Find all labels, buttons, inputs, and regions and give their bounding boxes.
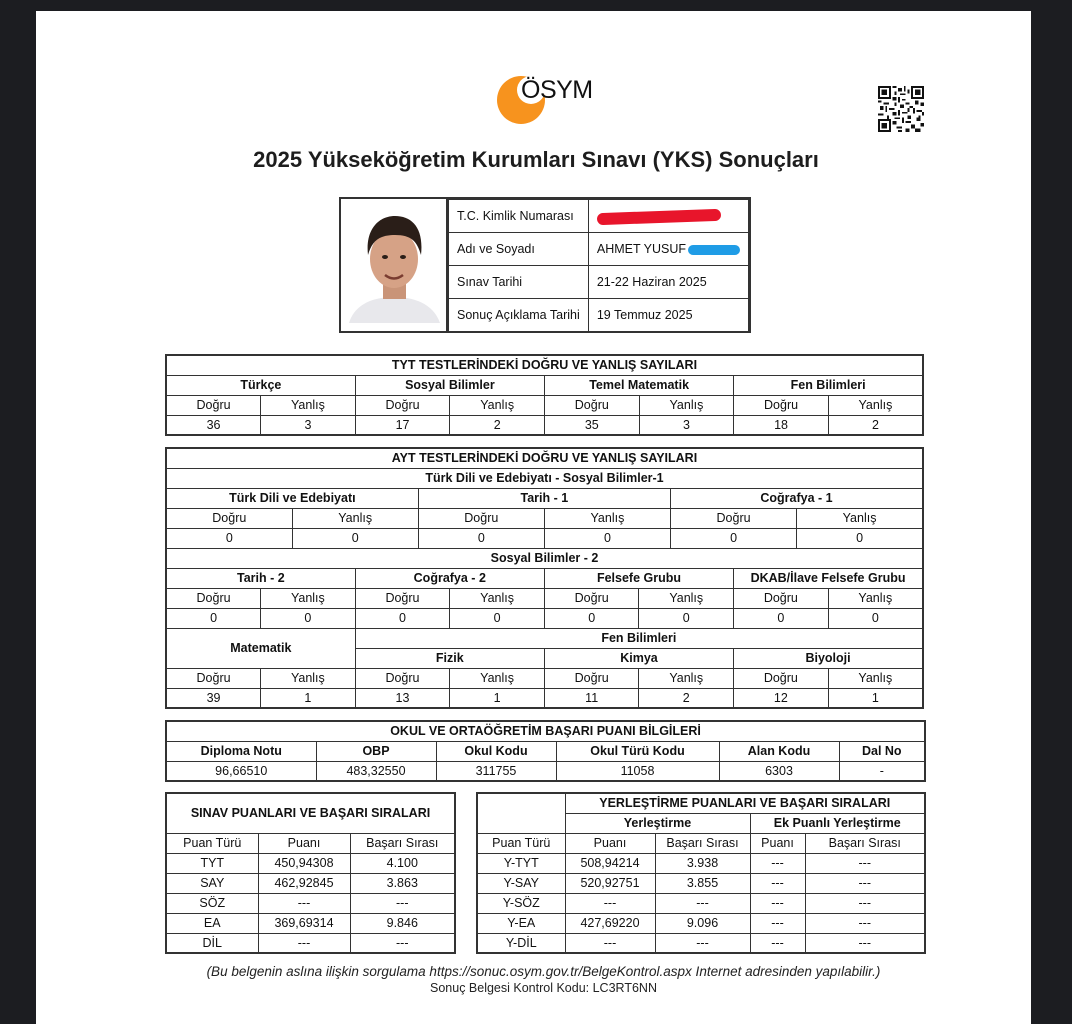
table-row [477, 913, 925, 933]
placement-subtitle: Yerleştirme [565, 813, 750, 833]
cell: --- [750, 853, 805, 873]
exam-date-row [449, 266, 749, 299]
table-row [166, 853, 455, 873]
cell: 450,94308 [258, 853, 350, 873]
cell: --- [805, 913, 925, 933]
table-row [477, 933, 925, 953]
obp-table [165, 720, 926, 782]
placement-title: YERLEŞTİRME PUANLARI VE BAŞARI SIRALARI [565, 793, 925, 813]
col-header: Puanı [750, 833, 805, 853]
cell: 311755 [436, 761, 556, 781]
cell: Y-EA [477, 913, 565, 933]
cell: --- [565, 933, 655, 953]
col-header: Yanlış [261, 395, 356, 415]
tyt-title: TYT TESTLERİNDEKİ DOĞRU VE YANLIŞ SAYILARI [166, 355, 923, 375]
cell: 4.100 [350, 853, 455, 873]
table-row [477, 873, 925, 893]
table-row [166, 528, 923, 548]
candidate-photo [341, 199, 448, 331]
cell: SAY [166, 873, 258, 893]
col-header: Yanlış [828, 395, 923, 415]
cell: --- [350, 933, 455, 953]
cell: 3 [261, 415, 356, 435]
col-header: Okul Kodu [436, 741, 556, 761]
table-row [477, 893, 925, 913]
table-row [166, 873, 455, 893]
ayt-table [165, 447, 924, 709]
col-header: Başarı Sırası [350, 833, 455, 853]
cell: 0 [418, 528, 544, 548]
table-row [166, 761, 925, 781]
table-row [166, 893, 455, 913]
cell: 0 [450, 608, 545, 628]
cell: --- [805, 933, 925, 953]
ayt-subject: Felsefe Grubu [544, 568, 733, 588]
table-row [166, 913, 455, 933]
cell: 427,69220 [565, 913, 655, 933]
col-header: Doğru [166, 395, 261, 415]
col-header: Yanlış [261, 668, 356, 688]
tyt-table [165, 354, 924, 436]
cell: 520,92751 [565, 873, 655, 893]
ayt-subject: Coğrafya - 2 [355, 568, 544, 588]
cell: 1 [450, 688, 545, 708]
cell: 508,94214 [565, 853, 655, 873]
cell: 2 [450, 415, 545, 435]
cell: 12 [734, 688, 829, 708]
cell: 0 [797, 528, 923, 548]
cell: 11058 [556, 761, 719, 781]
cell: 0 [639, 608, 734, 628]
cell: Y-DİL [477, 933, 565, 953]
cell: --- [655, 893, 750, 913]
cell: --- [750, 873, 805, 893]
placement-subtitle: Ek Puanlı Yerleştirme [750, 813, 925, 833]
ayt-subject: DKAB/İlave Felsefe Grubu [734, 568, 923, 588]
cell: 9.096 [655, 913, 750, 933]
col-header: Başarı Sırası [655, 833, 750, 853]
col-header: Doğru [355, 395, 450, 415]
cell: 0 [166, 528, 292, 548]
result-date-label: Sonuç Açıklama Tarihi [449, 299, 589, 332]
ayt-group2-title: Sosyal Bilimler - 2 [166, 548, 923, 568]
ayt-subject: Kimya [544, 648, 733, 668]
blank-cell [477, 793, 565, 833]
cell: 6303 [719, 761, 839, 781]
col-header: Yanlış [639, 395, 734, 415]
table-row [166, 933, 455, 953]
cell: 3 [639, 415, 734, 435]
cell: DİL [166, 933, 258, 953]
identity-table [448, 199, 749, 332]
tc-value [588, 200, 748, 233]
osym-logo-text: ÖSYM [521, 76, 593, 104]
cell: --- [655, 933, 750, 953]
identity-box [339, 197, 751, 333]
cell: 36 [166, 415, 261, 435]
cell: 9.846 [350, 913, 455, 933]
col-header: Puanı [565, 833, 655, 853]
page-title: 2025 Yükseköğretim Kurumları Sınavı (YKS) Sonuçları [253, 147, 819, 172]
col-header: Doğru [734, 588, 829, 608]
cell: 2 [828, 415, 923, 435]
redaction-mark [597, 209, 721, 225]
ayt-fen-title: Fen Bilimleri [355, 628, 923, 648]
col-header: Doğru [355, 668, 450, 688]
col-header: Puanı [258, 833, 350, 853]
col-header: Doğru [544, 588, 639, 608]
col-header: Yanlış [828, 588, 923, 608]
cell: 2 [639, 688, 734, 708]
result-date-row [449, 299, 749, 332]
col-header: Puan Türü [166, 833, 258, 853]
col-header: Doğru [166, 668, 261, 688]
redaction-mark [688, 245, 740, 255]
cell: 0 [734, 608, 829, 628]
ayt-title: AYT TESTLERİNDEKİ DOĞRU VE YANLIŞ SAYILARI [166, 448, 923, 468]
scores-title: SINAV PUANLARI VE BAŞARI SIRALARI [166, 793, 455, 833]
ayt-subject: Biyoloji [734, 648, 923, 668]
cell: --- [805, 873, 925, 893]
cell: --- [258, 933, 350, 953]
cell: 0 [261, 608, 356, 628]
cell: 462,92845 [258, 873, 350, 893]
obp-title: OKUL VE ORTAÖĞRETİM BAŞARI PUANI BİLGİLERİ [166, 721, 925, 741]
cell: 35 [545, 415, 640, 435]
cell: 3.938 [655, 853, 750, 873]
tc-label: T.C. Kimlik Numarası [449, 200, 589, 233]
cell: 0 [544, 528, 670, 548]
cell: 0 [355, 608, 450, 628]
cell: Y-TYT [477, 853, 565, 873]
cell: 13 [355, 688, 450, 708]
name-row [449, 233, 749, 266]
col-header: Başarı Sırası [805, 833, 925, 853]
tyt-subject: Temel Matematik [545, 375, 734, 395]
col-header: Yanlış [544, 508, 670, 528]
col-header: OBP [316, 741, 436, 761]
ayt-subject: Türk Dili ve Edebiyatı [166, 488, 418, 508]
cell: 0 [292, 528, 418, 548]
cell: --- [750, 913, 805, 933]
table-row [166, 688, 923, 708]
cell: Y-SAY [477, 873, 565, 893]
col-header: Diploma Notu [166, 741, 316, 761]
cell: 0 [671, 528, 797, 548]
cell: 0 [828, 608, 923, 628]
col-header: Alan Kodu [719, 741, 839, 761]
cell: 18 [734, 415, 829, 435]
col-header: Yanlış [797, 508, 923, 528]
col-header: Dal No [839, 741, 925, 761]
ayt-subject: Fizik [355, 648, 544, 668]
cell: --- [350, 893, 455, 913]
exam-date-label: Sınav Tarihi [449, 266, 589, 299]
col-header: Doğru [544, 668, 639, 688]
col-header: Doğru [671, 508, 797, 528]
col-header: Doğru [734, 668, 829, 688]
col-header: Yanlış [261, 588, 356, 608]
cell: --- [805, 853, 925, 873]
cell: 39 [166, 688, 261, 708]
col-header: Doğru [418, 508, 544, 528]
table-row [166, 608, 923, 628]
ayt-subject: Tarih - 2 [166, 568, 355, 588]
cell: 17 [355, 415, 450, 435]
tc-row [449, 200, 749, 233]
ayt-subject: Coğrafya - 1 [671, 488, 924, 508]
cell: --- [750, 893, 805, 913]
col-header: Doğru [734, 395, 829, 415]
col-header: Yanlış [450, 588, 545, 608]
cell: --- [805, 893, 925, 913]
col-header: Yanlış [450, 395, 545, 415]
ayt-group1-title: Türk Dili ve Edebiyatı - Sosyal Bilimler-1 [166, 468, 923, 488]
cell: 96,66510 [166, 761, 316, 781]
placement-table [476, 792, 926, 954]
cell: 483,32550 [316, 761, 436, 781]
col-header: Doğru [166, 588, 261, 608]
ayt-math-title: Matematik [166, 628, 355, 668]
ayt-subject: Tarih - 1 [418, 488, 670, 508]
col-header: Yanlış [639, 588, 734, 608]
col-header: Yanlış [450, 668, 545, 688]
col-header: Okul Türü Kodu [556, 741, 719, 761]
name-value: AHMET YUSUF [588, 233, 748, 266]
cell: 0 [166, 608, 261, 628]
name-label: Adı ve Soyadı [449, 233, 589, 266]
cell: --- [258, 893, 350, 913]
table-row [166, 415, 923, 435]
col-header: Yanlış [828, 668, 923, 688]
control-code: Sonuç Belgesi Kontrol Kodu: LC3RT6NN [430, 981, 657, 995]
table-row [477, 853, 925, 873]
cell: TYT [166, 853, 258, 873]
tyt-subject: Fen Bilimleri [734, 375, 923, 395]
col-header: Doğru [355, 588, 450, 608]
col-header: Doğru [545, 395, 640, 415]
cell: 1 [828, 688, 923, 708]
cell: 3.855 [655, 873, 750, 893]
cell: 369,69314 [258, 913, 350, 933]
cell: --- [750, 933, 805, 953]
cell: 1 [261, 688, 356, 708]
col-header: Doğru [166, 508, 292, 528]
col-header: Yanlış [639, 668, 734, 688]
tyt-subject: Türkçe [166, 375, 355, 395]
cell: 3.863 [350, 873, 455, 893]
cell: --- [565, 893, 655, 913]
cell: - [839, 761, 925, 781]
cell: 11 [544, 688, 639, 708]
col-header: Yanlış [292, 508, 418, 528]
scores-table [165, 792, 456, 954]
tyt-subject: Sosyal Bilimler [355, 375, 544, 395]
qr-code-icon [878, 86, 924, 132]
result-date-value: 19 Temmuz 2025 [588, 299, 748, 332]
exam-date-value: 21-22 Haziran 2025 [588, 266, 748, 299]
cell: EA [166, 913, 258, 933]
verification-note: (Bu belgenin aslına ilişkin sorgulama https://sonuc.osym.gov.tr/BelgeKontrol.aspx Internet adresinden yapılabilir.) [206, 964, 881, 979]
cell: SÖZ [166, 893, 258, 913]
col-header: Puan Türü [477, 833, 565, 853]
cell: 0 [544, 608, 639, 628]
cell: Y-SÖZ [477, 893, 565, 913]
